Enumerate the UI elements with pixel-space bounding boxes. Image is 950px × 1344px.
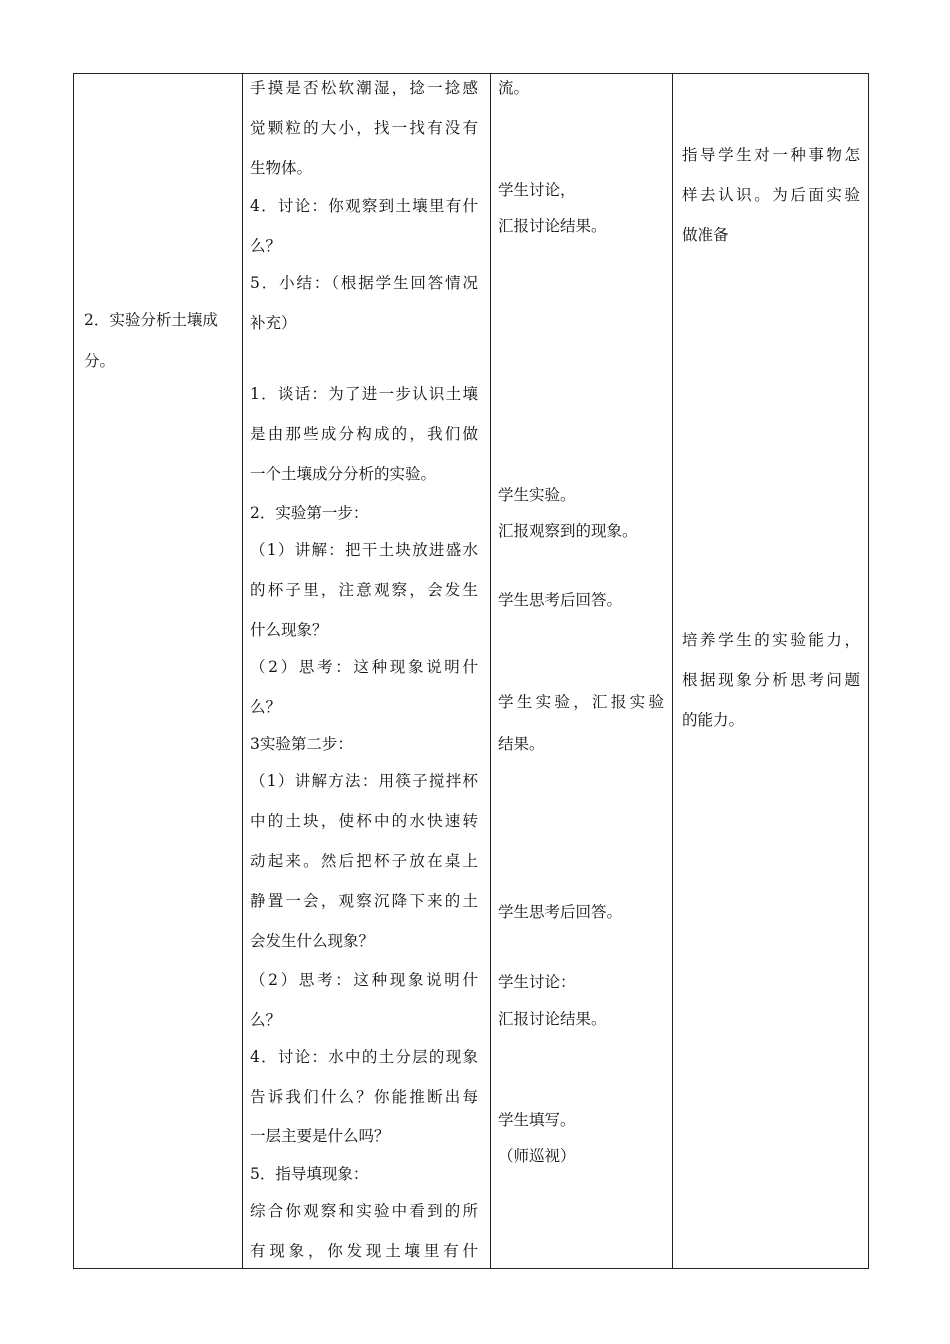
activity-line: 什么现象？ (250, 621, 328, 639)
student-line: 学生实验。 (498, 486, 576, 504)
activity-line: 么？ (250, 237, 282, 255)
student-line: 学生讨论， (498, 181, 576, 199)
activity-line: 么？ (250, 1011, 282, 1029)
student-line: 学生思考后回答。 (498, 591, 623, 609)
column-divider (490, 74, 491, 1268)
activity-line: 静置一会，观察沉降下来的土 (250, 892, 478, 910)
activity-line: 么？ (250, 698, 282, 716)
activity-line: 手摸是否松软潮湿，捻一捻感 (250, 79, 478, 97)
student-line: 汇报观察到的现象。 (498, 522, 638, 540)
activity-line: 1．谈话：为了进一步认识土壤 (250, 385, 478, 403)
activity-line: 有现象，你发现土壤里有什 (250, 1242, 478, 1260)
intent-line: 样去认识。为后面实验 (682, 186, 860, 204)
student-line: 学生实验，汇报实验 (498, 693, 664, 711)
topic-line: 分。 (84, 352, 116, 370)
activity-line: 5．小结：（根据学生回答情况 (250, 274, 478, 292)
column-divider (242, 74, 243, 1268)
activity-line: 会发生什么现象？ (250, 932, 375, 950)
activity-line: （1）讲解：把干土块放进盛水 (250, 541, 478, 559)
activity-line: 4．讨论：你观察到土壤里有什 (250, 197, 478, 215)
intent-line: 做准备 (682, 226, 729, 244)
activity-line: 补充） (250, 314, 297, 332)
student-line: （师巡视） (498, 1147, 576, 1165)
student-line: 学生填写。 (498, 1111, 576, 1129)
activity-line: 是由那些成分构成的，我们做 (250, 425, 478, 443)
activity-line: （2）思考：这种现象说明什 (250, 971, 478, 989)
activity-line: （1）讲解方法：用筷子搅拌杯 (250, 772, 478, 790)
column-divider (672, 74, 673, 1268)
intent-line: 根据现象分析思考问题 (682, 671, 860, 689)
student-line: 汇报讨论结果。 (498, 1010, 607, 1028)
activity-line: 5．指导填现象： (250, 1165, 369, 1183)
activity-line: 综合你观察和实验中看到的所 (250, 1202, 478, 1220)
activity-line: 的杯子里，注意观察，会发生 (250, 581, 478, 599)
activity-line: 4．讨论：水中的土分层的现象 (250, 1048, 478, 1066)
activity-line: 中的土块，使杯中的水快速转 (250, 812, 478, 830)
student-line: 结果。 (498, 735, 545, 753)
activity-line: 觉颗粒的大小，找一找有没有 (250, 119, 478, 137)
intent-line: 培养学生的实验能力， (682, 631, 860, 649)
student-line: 学生思考后回答。 (498, 903, 623, 921)
intent-line: 的能力。 (682, 711, 745, 729)
activity-line: 一层主要是什么吗？ (250, 1127, 390, 1145)
student-line: 学生讨论： (498, 973, 576, 991)
activity-line: 告诉我们什么？你能推断出每 (250, 1088, 478, 1106)
activity-line: 动起来。然后把杯子放在桌上 (250, 852, 478, 870)
intent-line: 指导学生对一种事物怎 (682, 146, 860, 164)
student-line: 汇报讨论结果。 (498, 217, 607, 235)
activity-line: 2．实验第一步： (250, 504, 369, 522)
activity-line: 生物体。 (250, 159, 313, 177)
student-line: 流。 (498, 79, 530, 97)
activity-line: 一个土壤成分分析的实验。 (250, 465, 437, 483)
activity-line: 3实验第二步： (250, 735, 353, 753)
activity-line: （2）思考：这种现象说明什 (250, 658, 478, 676)
topic-line: 2．实验分析土壤成 (84, 311, 218, 329)
